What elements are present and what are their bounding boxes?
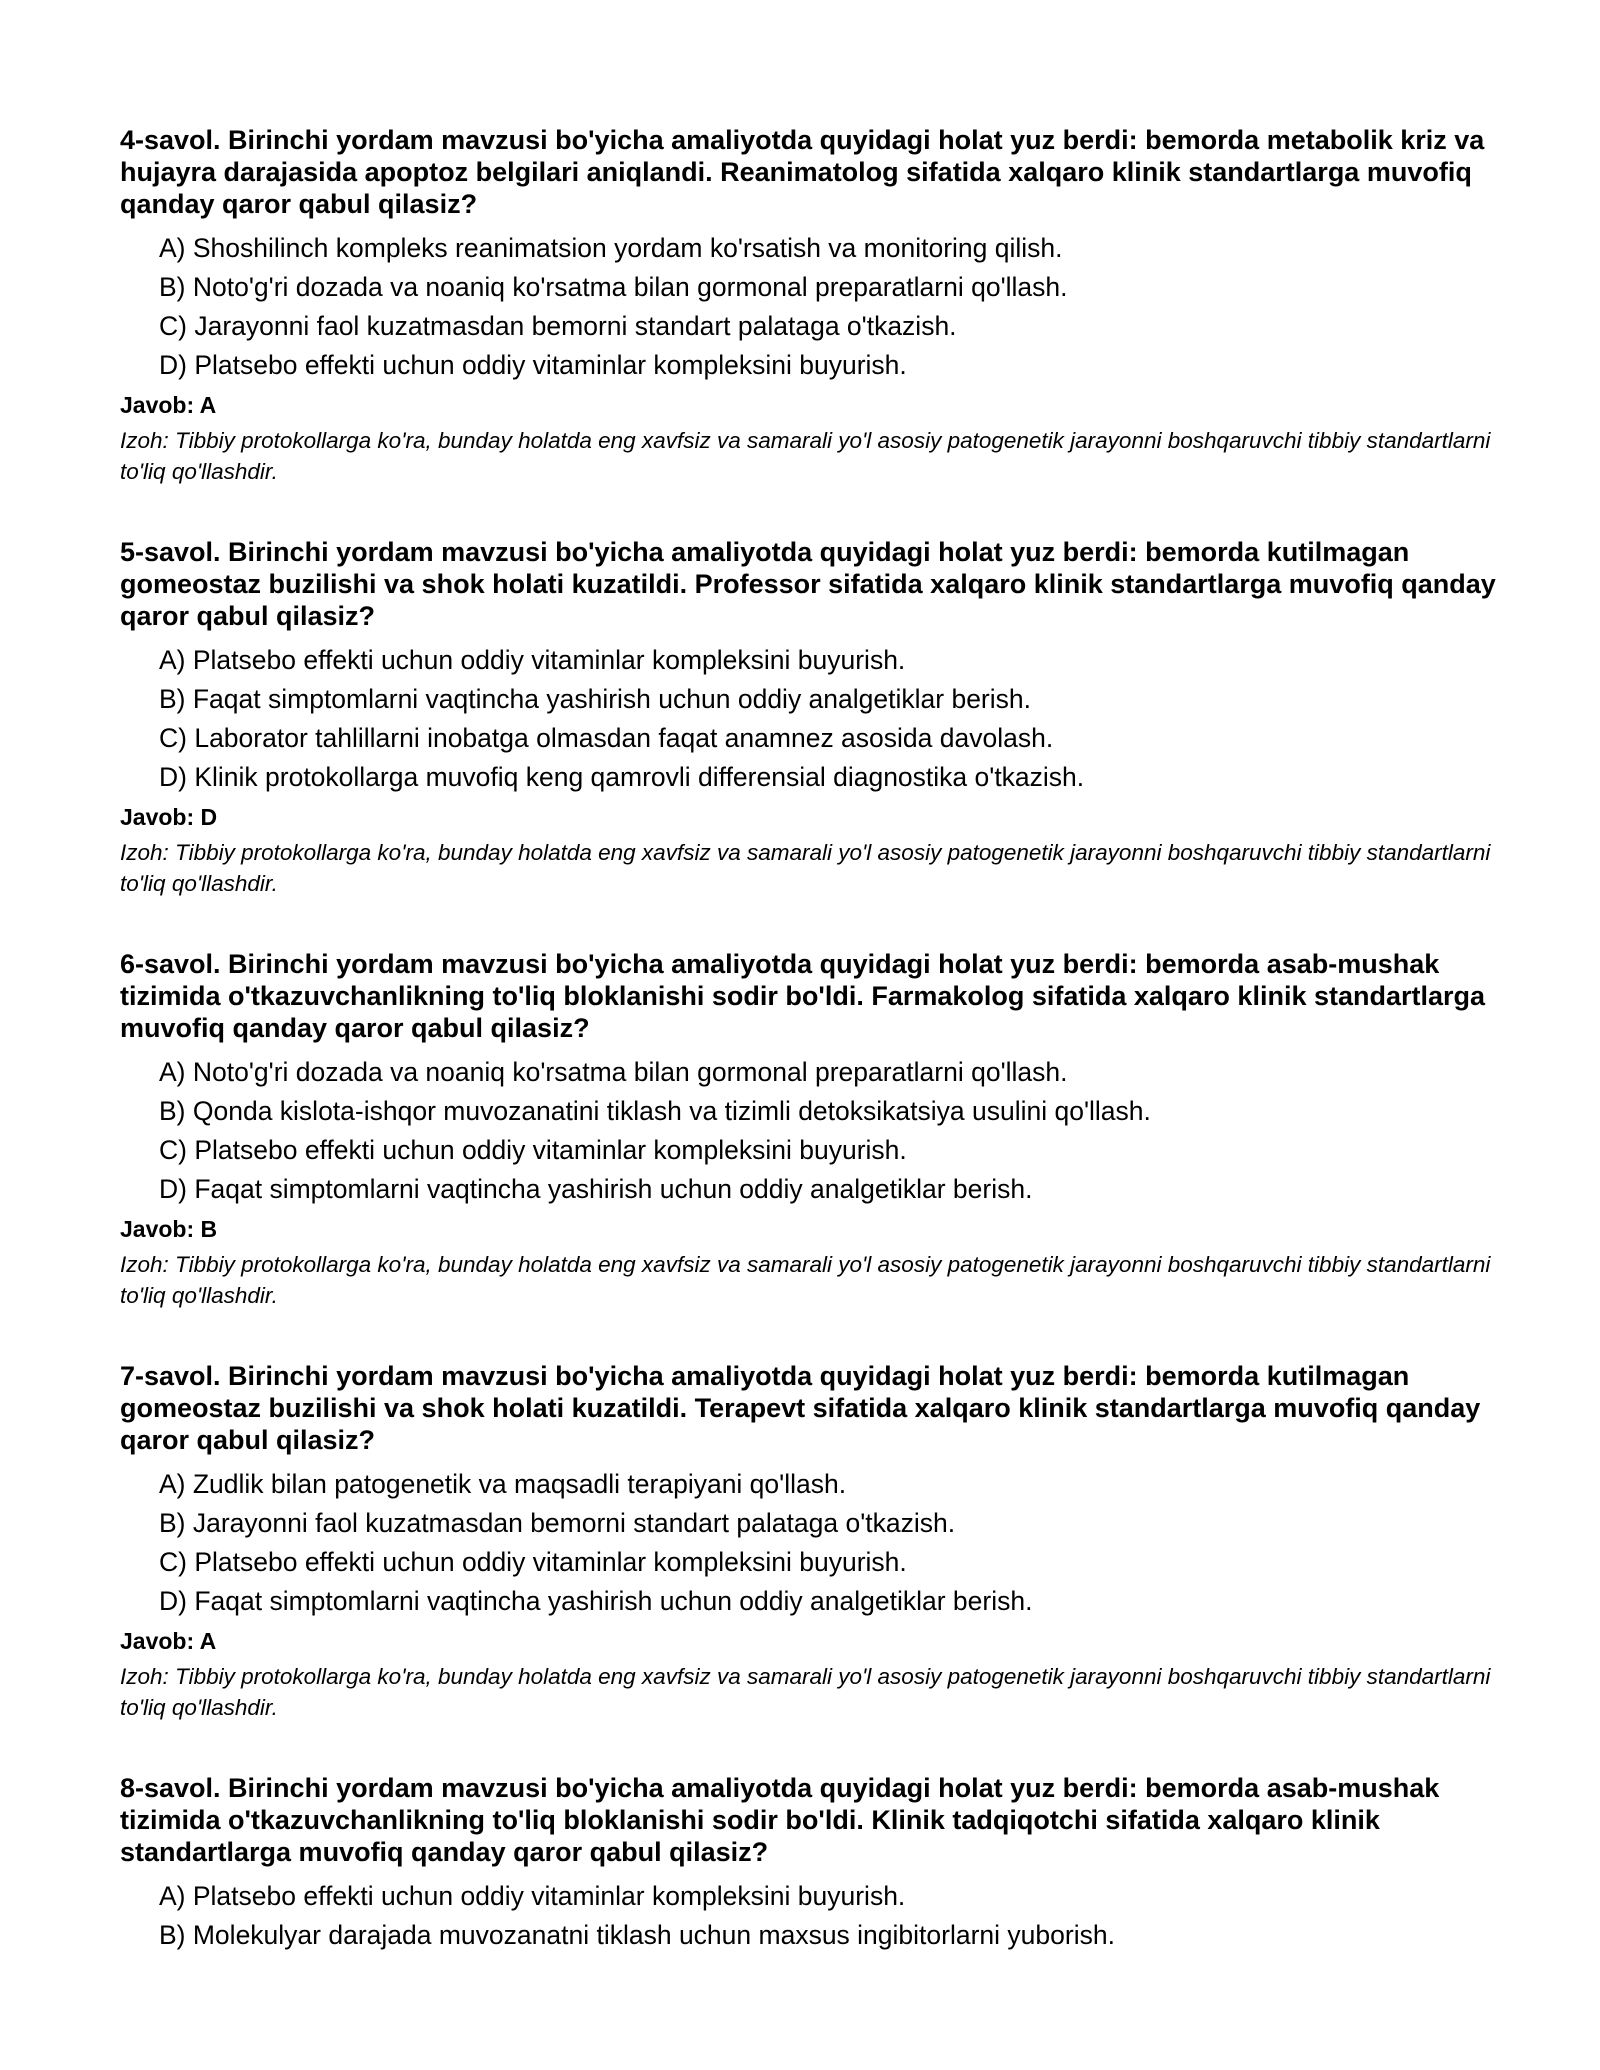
option-b: B) Jarayonni faol kuzatmasdan bemorni standart palataga o'tkazish. <box>159 1508 956 1538</box>
option-list <box>120 1465 1500 1621</box>
option-a: A) Noto'g'ri dozada va noaniq ko'rsatma bilan gormonal preparatlarni qo'llash. <box>159 1057 1068 1087</box>
question-5 <box>120 536 1500 899</box>
question-title: 4-savol. Birinchi yordam mavzusi bo'yicha amaliyotda quyidagi holat yuz berdi: bemorda metabolik kriz va hujayra darajasida apoptoz belgilari aniqlandi. Reanimatolog sifatida xalqaro klinik standartlarga muvofiq qanday qaror qabul qilasiz? <box>120 125 1485 219</box>
question-7 <box>120 1360 1500 1723</box>
question-title: 7-savol. Birinchi yordam mavzusi bo'yicha amaliyotda quyidagi holat yuz berdi: bemorda kutilmagan gomeostaz buzilishi va shok holati kuzatildi. Terapevt sifatida xalqaro klinik standartlarga muvofiq qanday qaror qabul qilasiz? <box>120 1361 1481 1455</box>
option-a: A) Platsebo effekti uchun oddiy vitaminlar kompleksini buyurish. <box>159 1881 906 1911</box>
answer-label: Javob: B <box>120 1216 218 1242</box>
option-a: A) Platsebo effekti uchun oddiy vitaminlar kompleksini buyurish. <box>159 645 906 675</box>
question-6 <box>120 948 1500 1311</box>
answer-label: Javob: A <box>120 392 217 418</box>
option-d: D) Faqat simptomlarni vaqtincha yashirish uchun oddiy analgetiklar berish. <box>159 1586 1033 1616</box>
question-title: 8-savol. Birinchi yordam mavzusi bo'yicha amaliyotda quyidagi holat yuz berdi: bemorda asab-mushak tizimida o'tkazuvchanlikning to'liq bloklanishi sodir bo'ldi. Klinik tadqiqotchi sifatida xalqaro klinik standartlarga muvofiq qanday qaror qabul qilasiz? <box>120 1773 1440 1867</box>
question-8 <box>120 1772 1500 1955</box>
explanation-note: Izoh: Tibbiy protokollarga ko'ra, bunday holatda eng xavfsiz va samarali yo'l asosiy patogenetik jarayonni boshqaruvchi tibbiy standartlarni to'liq qo'llashdir. <box>120 1664 1491 1720</box>
answer-label: Javob: D <box>120 804 218 830</box>
option-c: C) Laborator tahlillarni inobatga olmasdan faqat anamnez asosida davolash. <box>159 723 1054 753</box>
option-list <box>120 1053 1500 1209</box>
option-a: A) Zudlik bilan patogenetik va maqsadli terapiyani qo'llash. <box>159 1469 847 1499</box>
option-d: D) Klinik protokollarga muvofiq keng qamrovli differensial diagnostika o'tkazish. <box>159 762 1085 792</box>
option-a: A) Shoshilinch kompleks reanimatsion yordam ko'rsatish va monitoring qilish. <box>159 233 1063 263</box>
option-d: D) Platsebo effekti uchun oddiy vitaminlar kompleksini buyurish. <box>159 350 907 380</box>
option-b: B) Faqat simptomlarni vaqtincha yashirish uchun oddiy analgetiklar berish. <box>159 684 1031 714</box>
explanation-note: Izoh: Tibbiy protokollarga ko'ra, bunday holatda eng xavfsiz va samarali yo'l asosiy patogenetik jarayonni boshqaruvchi tibbiy standartlarni to'liq qo'llashdir. <box>120 428 1491 484</box>
option-list <box>120 229 1500 385</box>
option-c: C) Jarayonni faol kuzatmasdan bemorni standart palataga o'tkazish. <box>159 311 957 341</box>
option-c: C) Platsebo effekti uchun oddiy vitaminlar kompleksini buyurish. <box>159 1547 907 1577</box>
option-list <box>120 1877 1500 1955</box>
option-b: B) Noto'g'ri dozada va noaniq ko'rsatma bilan gormonal preparatlarni qo'llash. <box>159 272 1068 302</box>
question-4 <box>120 124 1500 487</box>
option-list <box>120 641 1500 797</box>
answer-label: Javob: A <box>120 1628 217 1654</box>
option-c: C) Platsebo effekti uchun oddiy vitaminlar kompleksini buyurish. <box>159 1135 907 1165</box>
question-title: 5-savol. Birinchi yordam mavzusi bo'yicha amaliyotda quyidagi holat yuz berdi: bemorda kutilmagan gomeostaz buzilishi va shok holati kuzatildi. Professor sifatida xalqaro klinik standartlarga muvofiq qanday qaror qabul qilasiz? <box>120 537 1496 631</box>
explanation-note: Izoh: Tibbiy protokollarga ko'ra, bunday holatda eng xavfsiz va samarali yo'l asosiy patogenetik jarayonni boshqaruvchi tibbiy standartlarni to'liq qo'llashdir. <box>120 1252 1491 1308</box>
option-d: D) Faqat simptomlarni vaqtincha yashirish uchun oddiy analgetiklar berish. <box>159 1174 1033 1204</box>
explanation-note: Izoh: Tibbiy protokollarga ko'ra, bunday holatda eng xavfsiz va samarali yo'l asosiy patogenetik jarayonni boshqaruvchi tibbiy standartlarni to'liq qo'llashdir. <box>120 840 1491 896</box>
option-b: B) Molekulyar darajada muvozanatni tiklash uchun maxsus ingibitorlarni yuborish. <box>159 1920 1115 1950</box>
question-title: 6-savol. Birinchi yordam mavzusi bo'yicha amaliyotda quyidagi holat yuz berdi: bemorda asab-mushak tizimida o'tkazuvchanlikning to'liq bloklanishi sodir bo'ldi. Farmakolog sifatida xalqaro klinik standartlarga muvofiq qanday qaror qabul qilasiz? <box>120 949 1486 1043</box>
document-page <box>120 124 1500 2004</box>
option-b: B) Qonda kislota-ishqor muvozanatini tiklash va tizimli detoksikatsiya usulini qo'llash. <box>159 1096 1151 1126</box>
